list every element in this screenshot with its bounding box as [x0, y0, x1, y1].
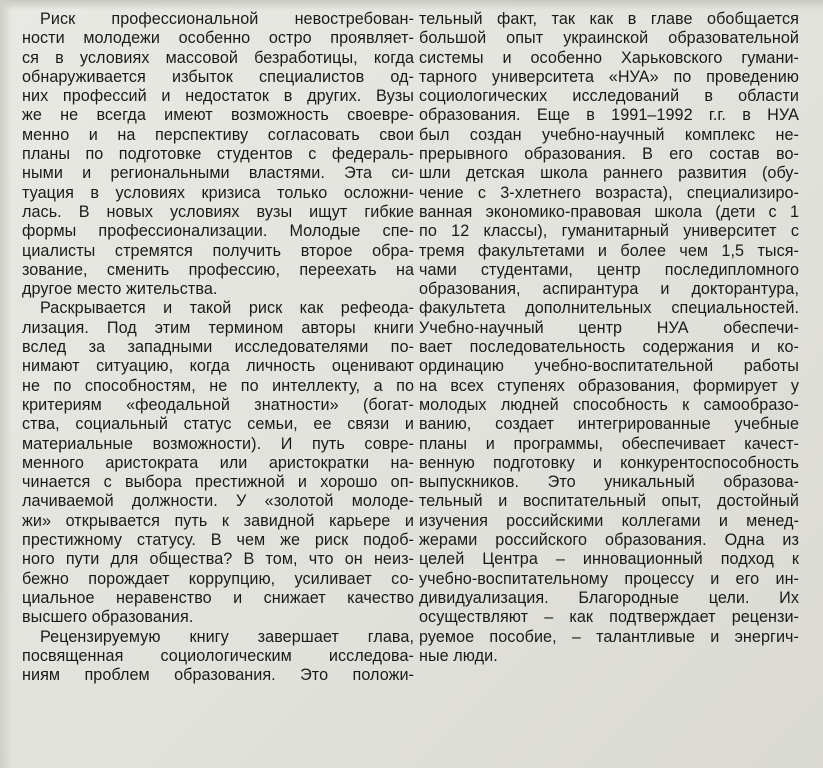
text-line: Риск профессиональной невостребован- [40, 10, 414, 28]
text-line: менного аристократа или аристократки на- [22, 453, 414, 472]
text-line: социологических исследований в области [419, 87, 799, 106]
text-line: материальные возможности). И путь совре- [22, 434, 414, 453]
text-line: жерами российского образования. Одна из [419, 531, 799, 550]
text-line: лась. В новых условиях вузы ищут гибкие [22, 202, 414, 221]
text-line: циальное неравенство и снижает качество [22, 588, 414, 607]
text-line: лизация. Под этим термином авторы книги [22, 318, 414, 337]
text-line: изучения российскими коллегами и менед- [419, 511, 799, 530]
text-line: вслед за западными исследователями по- [22, 338, 414, 357]
text-line: них профессий и недостаток в других. Вузы [22, 87, 414, 106]
page-top-shadow [0, 0, 823, 10]
text-line: лачиваемой должности. У «золотой молоде- [22, 492, 414, 511]
text-line: был создан учебно-научный комплекс не- [419, 125, 799, 144]
text-line: целей Центра – инновационный подход к [419, 550, 799, 569]
text-line: чами студентами, центр последипломного [419, 260, 799, 279]
text-line: планы по подготовке студентов с федераль- [22, 145, 414, 164]
text-line: же не всегда имеют возможность своевре- [22, 106, 414, 125]
text-line: тельный и воспитательный опыт, достойный [419, 492, 799, 511]
text-line: венную подготовку и конкурентоспособность [419, 453, 799, 472]
text-line: по 12 классы), гуманитарный университет с [419, 222, 799, 241]
text-line: бежно порождает коррупцию, усиливает со- [22, 569, 414, 588]
text-line: тельный факт, так как в главе обобщается [419, 10, 799, 28]
text-line: нимают ситуацию, когда личность оценивают [22, 357, 414, 376]
text-line: обнаруживается избыток специалистов од- [22, 67, 414, 86]
text-line: не по способностям, не по интеллекту, а по [22, 376, 414, 395]
text-line: прерывного образования. В его состав во- [419, 145, 799, 164]
text-line: ства, социальный статус семьи, ее связи и [22, 415, 414, 434]
text-line: циалисты стремятся получить второе обра- [22, 241, 414, 260]
text-line: ными и региональными властями. Эта си- [22, 164, 414, 183]
text-line: большой опыт украинской образовательной [419, 29, 799, 48]
text-line: шли детская школа раннего развития (обу- [419, 164, 799, 183]
text-line: ся в условиях массовой безработицы, когда [22, 48, 414, 67]
text-line: образования, аспирантура и докторантура, [419, 280, 799, 299]
text-line: вает последовательность содержания и ко- [419, 338, 799, 357]
text-line: престижному статусу. В чем же риск подоб- [22, 531, 414, 550]
text-line: планы и программы, обеспечивает качест- [419, 434, 799, 453]
text-line: менно и на перспективу согласовать свои [22, 125, 414, 144]
right-text-column [419, 10, 799, 666]
text-line: ного пути для общества? В том, что он неиз- [22, 550, 414, 569]
text-line: молодых людней способность к самообразо- [419, 395, 799, 414]
text-line: тремя факультетами и более чем 1,5 тыся- [419, 241, 799, 260]
text-line: ные люди. [419, 646, 498, 665]
text-line: ординацию учебно-воспитательной работы [419, 357, 799, 376]
text-line: Учебно-научный центр НУА обеспечи- [419, 318, 799, 337]
text-line: формы профессионализации. Молодые спе- [22, 222, 414, 241]
text-line: образования. Еще в 1991–1992 г.г. в НУА [419, 106, 799, 125]
text-line: на всех ступенях образования, формирует у [419, 376, 799, 395]
left-text-column [22, 10, 414, 685]
text-line: ванная экономико-правовая школа (дети с 1 [419, 202, 799, 221]
text-line: Раскрывается и такой риск как рефеода- [40, 299, 414, 318]
text-line: ности молодежи особенно остро проявляет- [22, 29, 414, 48]
text-line: выпускников. Это уникальный образова- [419, 473, 799, 492]
text-line: чение с 3-хлетнего возраста), специализиро- [419, 183, 799, 202]
text-line: тарного университета «НУА» по проведению [419, 67, 799, 86]
text-line: чинается с выбора престижной и хорошо оп- [22, 473, 414, 492]
text-line: зование, сменить профессию, переехать на [22, 260, 414, 279]
text-line: осуществляют – как подтверждает рецензи- [419, 608, 799, 627]
text-line: туация в условиях кризиса только осложни- [22, 183, 414, 202]
text-line: посвященная социологическим исследова- [22, 646, 414, 665]
text-line: руемое пособие, – талантливые и энергич- [419, 627, 799, 646]
text-line: Рецензируемую книгу завершает глава, [40, 627, 414, 646]
text-line: ниям проблем образования. Это положи- [22, 666, 414, 685]
text-line: жи» открывается путь к завидной карьере и [22, 511, 414, 530]
text-line: критериям «феодальной знатности» (богат- [22, 395, 414, 414]
text-line: дивидуализация. Благородные цели. Их [419, 588, 799, 607]
page-left-shadow [0, 0, 12, 768]
text-line: факультета дополнительных специальностей. [419, 299, 799, 318]
text-line: учебно-воспитательному процессу и его ин- [419, 569, 799, 588]
text-line: другое место жительства. [22, 280, 218, 299]
text-line: ванию, создает интегрированные учебные [419, 415, 799, 434]
text-line: высшего образования. [22, 608, 194, 627]
text-line: системы и особенно Харьковского гумани- [419, 48, 799, 67]
